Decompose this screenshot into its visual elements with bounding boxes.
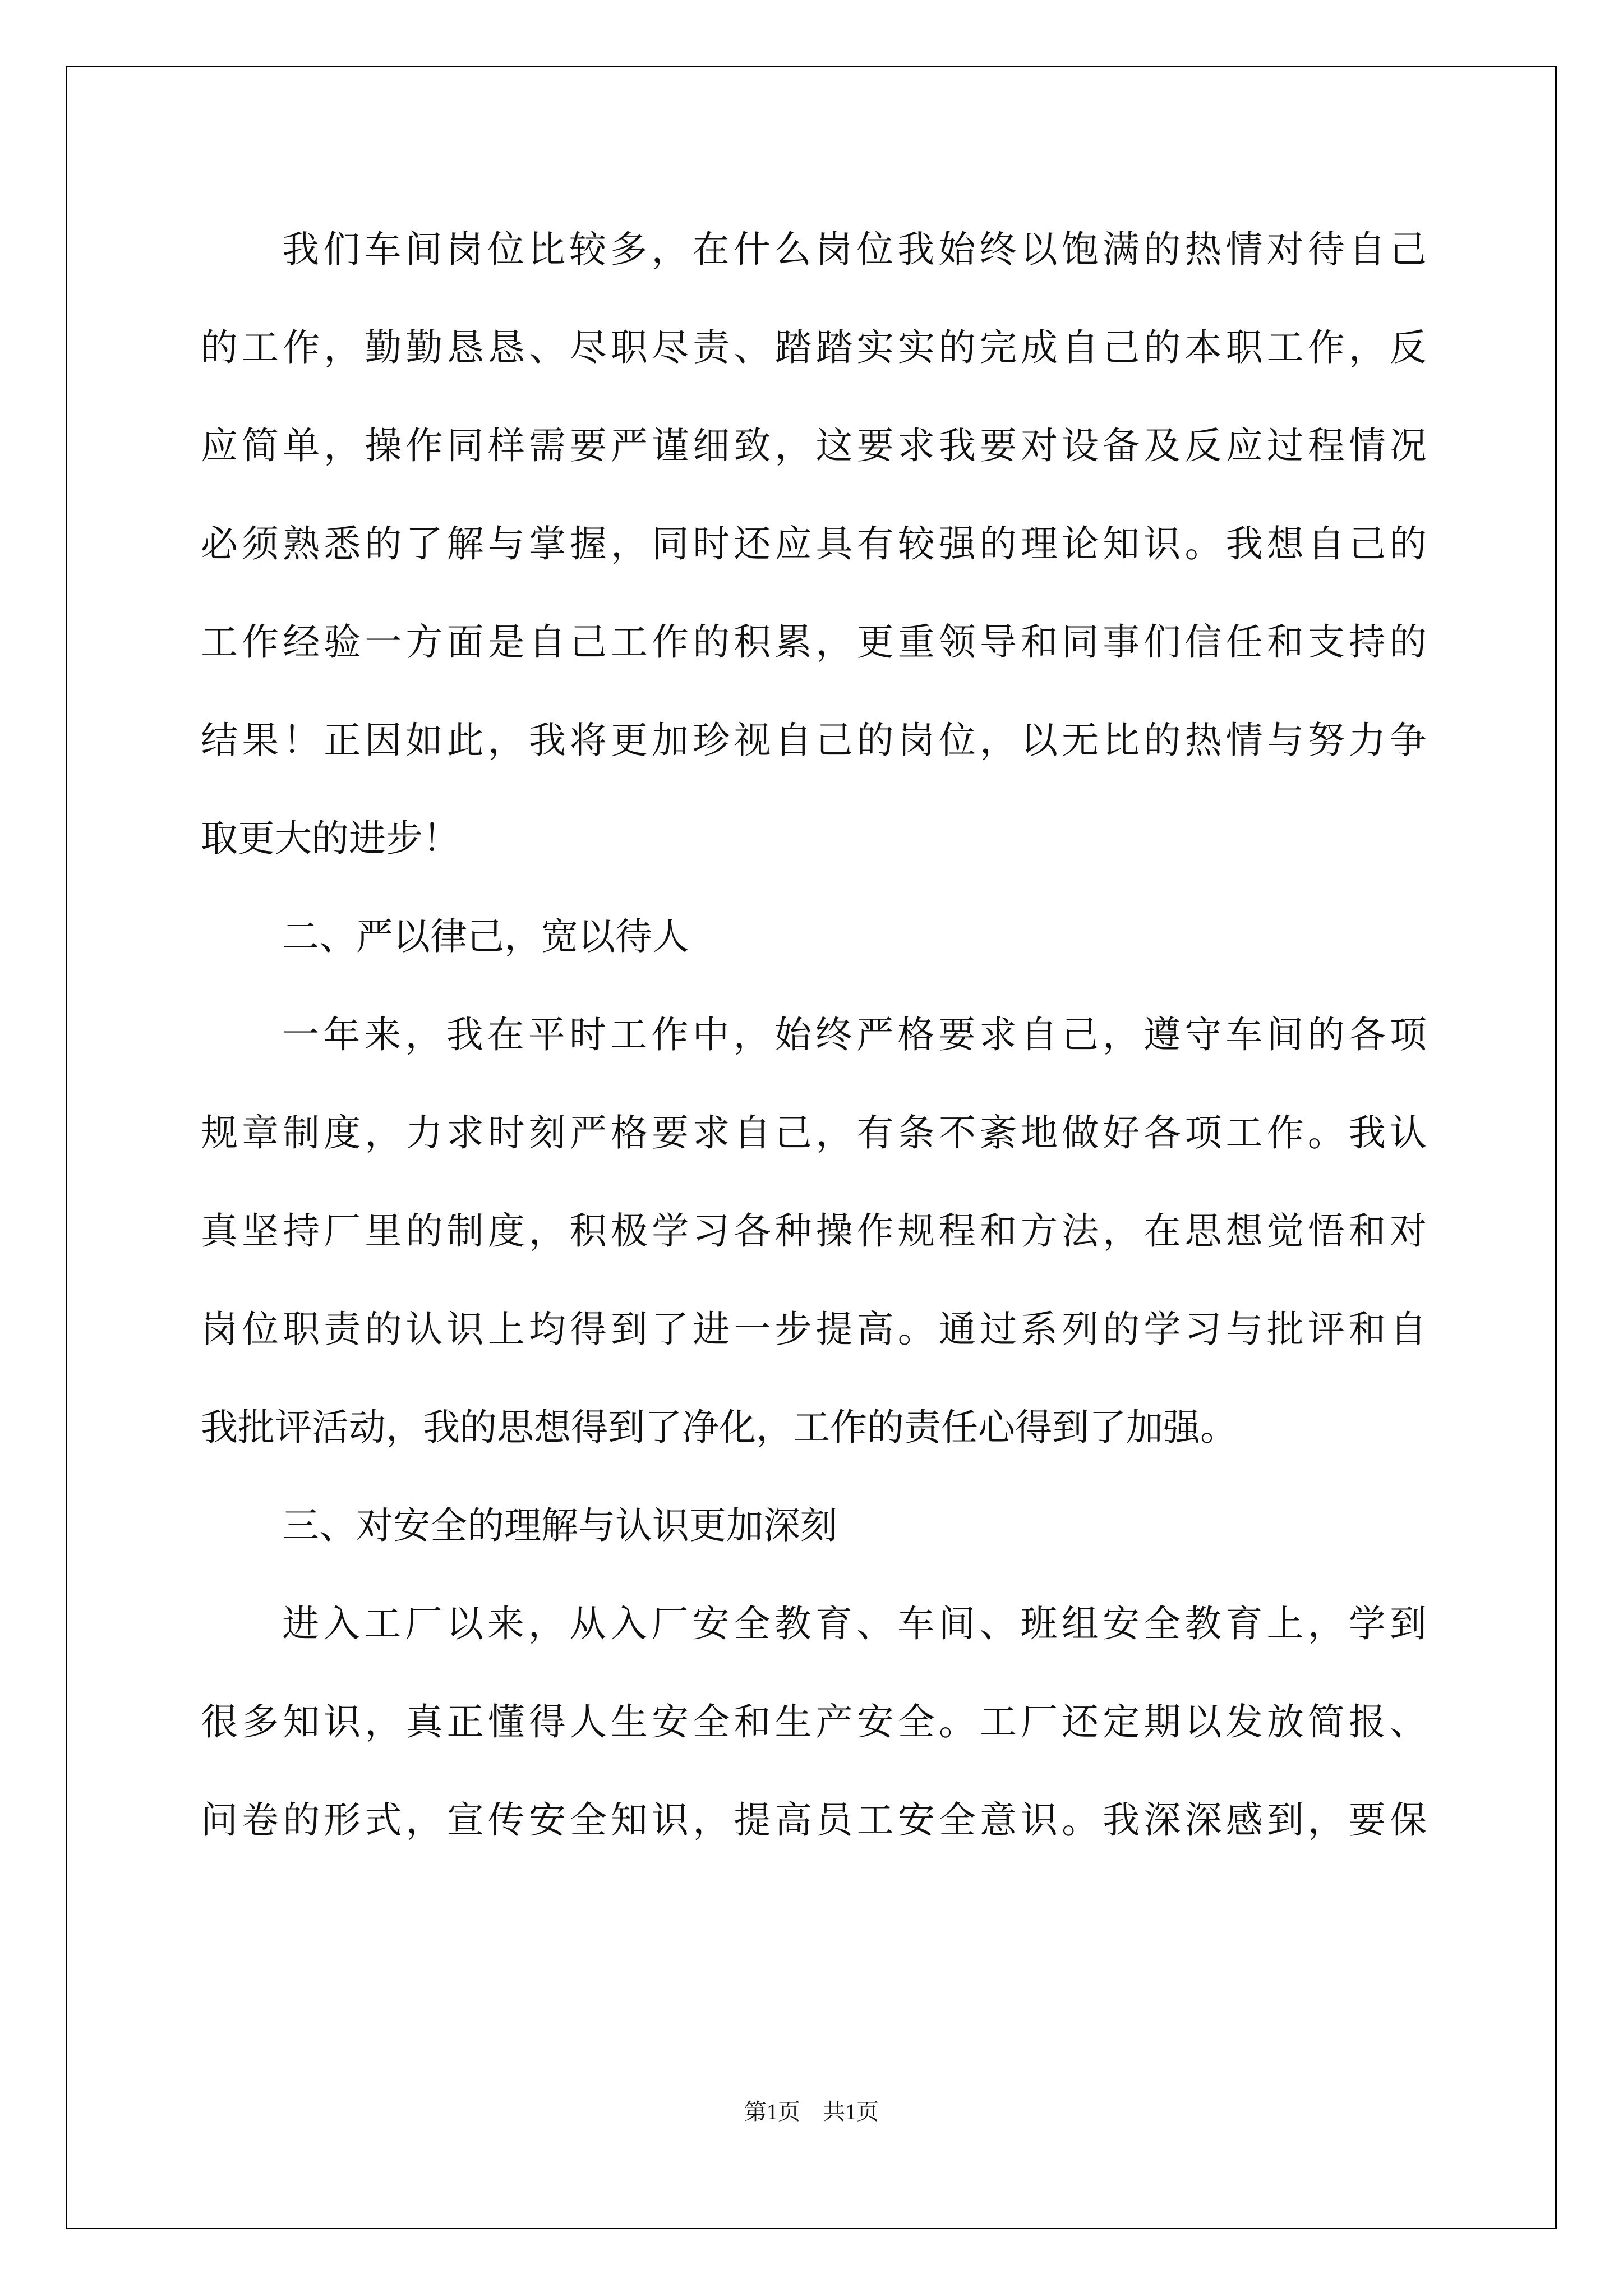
paragraph-line: 我批评活动，我的思想得到了净化，工作的责任心得到了加强。 [201,1406,1237,1449]
paragraph-line: 规章制度，力求时刻严格要求自己，有条不紊地做好各项工作。我认 [201,1111,1427,1154]
paragraph-line: 结果！正因如此，我将更加珍视自己的岗位，以无比的热情与努力争 [201,719,1427,762]
paragraph-line: 进入工厂以来，从入厂安全教育、车间、班组安全教育上，学到 [282,1602,1427,1645]
paragraph-line: 必须熟悉的了解与掌握，同时还应具有较强的理论知识。我想自己的 [201,522,1427,565]
paragraph-line: 一年来，我在平时工作中，始终严格要求自己，遵守车间的各项 [282,1013,1427,1056]
section-heading: 二、严以律己，宽以待人 [282,915,689,958]
paragraph-line: 我们车间岗位比较多，在什么岗位我始终以饱满的热情对待自己 [282,228,1427,271]
page-number: 第1页 共1页 [744,2099,879,2124]
paragraph-line: 岗位职责的认识上均得到了进一步提高。通过系列的学习与批评和自 [201,1308,1427,1351]
paragraph-line: 应简单，操作同样需要严谨细致，这要求我要对设备及反应过程情况 [201,424,1427,467]
paragraph-line: 工作经验一方面是自己工作的积累，更重领导和同事们信任和支持的 [201,620,1427,664]
paragraph-line: 问卷的形式，宣传安全知识，提高员工安全意识。我深深感到，要保 [201,1798,1427,1842]
paragraph-line: 取更大的进步！ [201,817,460,860]
paragraph-line: 很多知识，真正懂得人生安全和生产安全。工厂还定期以发放简报、 [201,1700,1427,1743]
section-heading: 三、对安全的理解与认识更加深刻 [282,1504,837,1547]
paragraph-line: 的工作，勤勤恳恳、尽职尽责、踏踏实实的完成自己的本职工作，反 [201,326,1427,369]
paragraph-line: 真坚持厂里的制度，积极学习各种操作规程和方法，在思想觉悟和对 [201,1209,1427,1253]
